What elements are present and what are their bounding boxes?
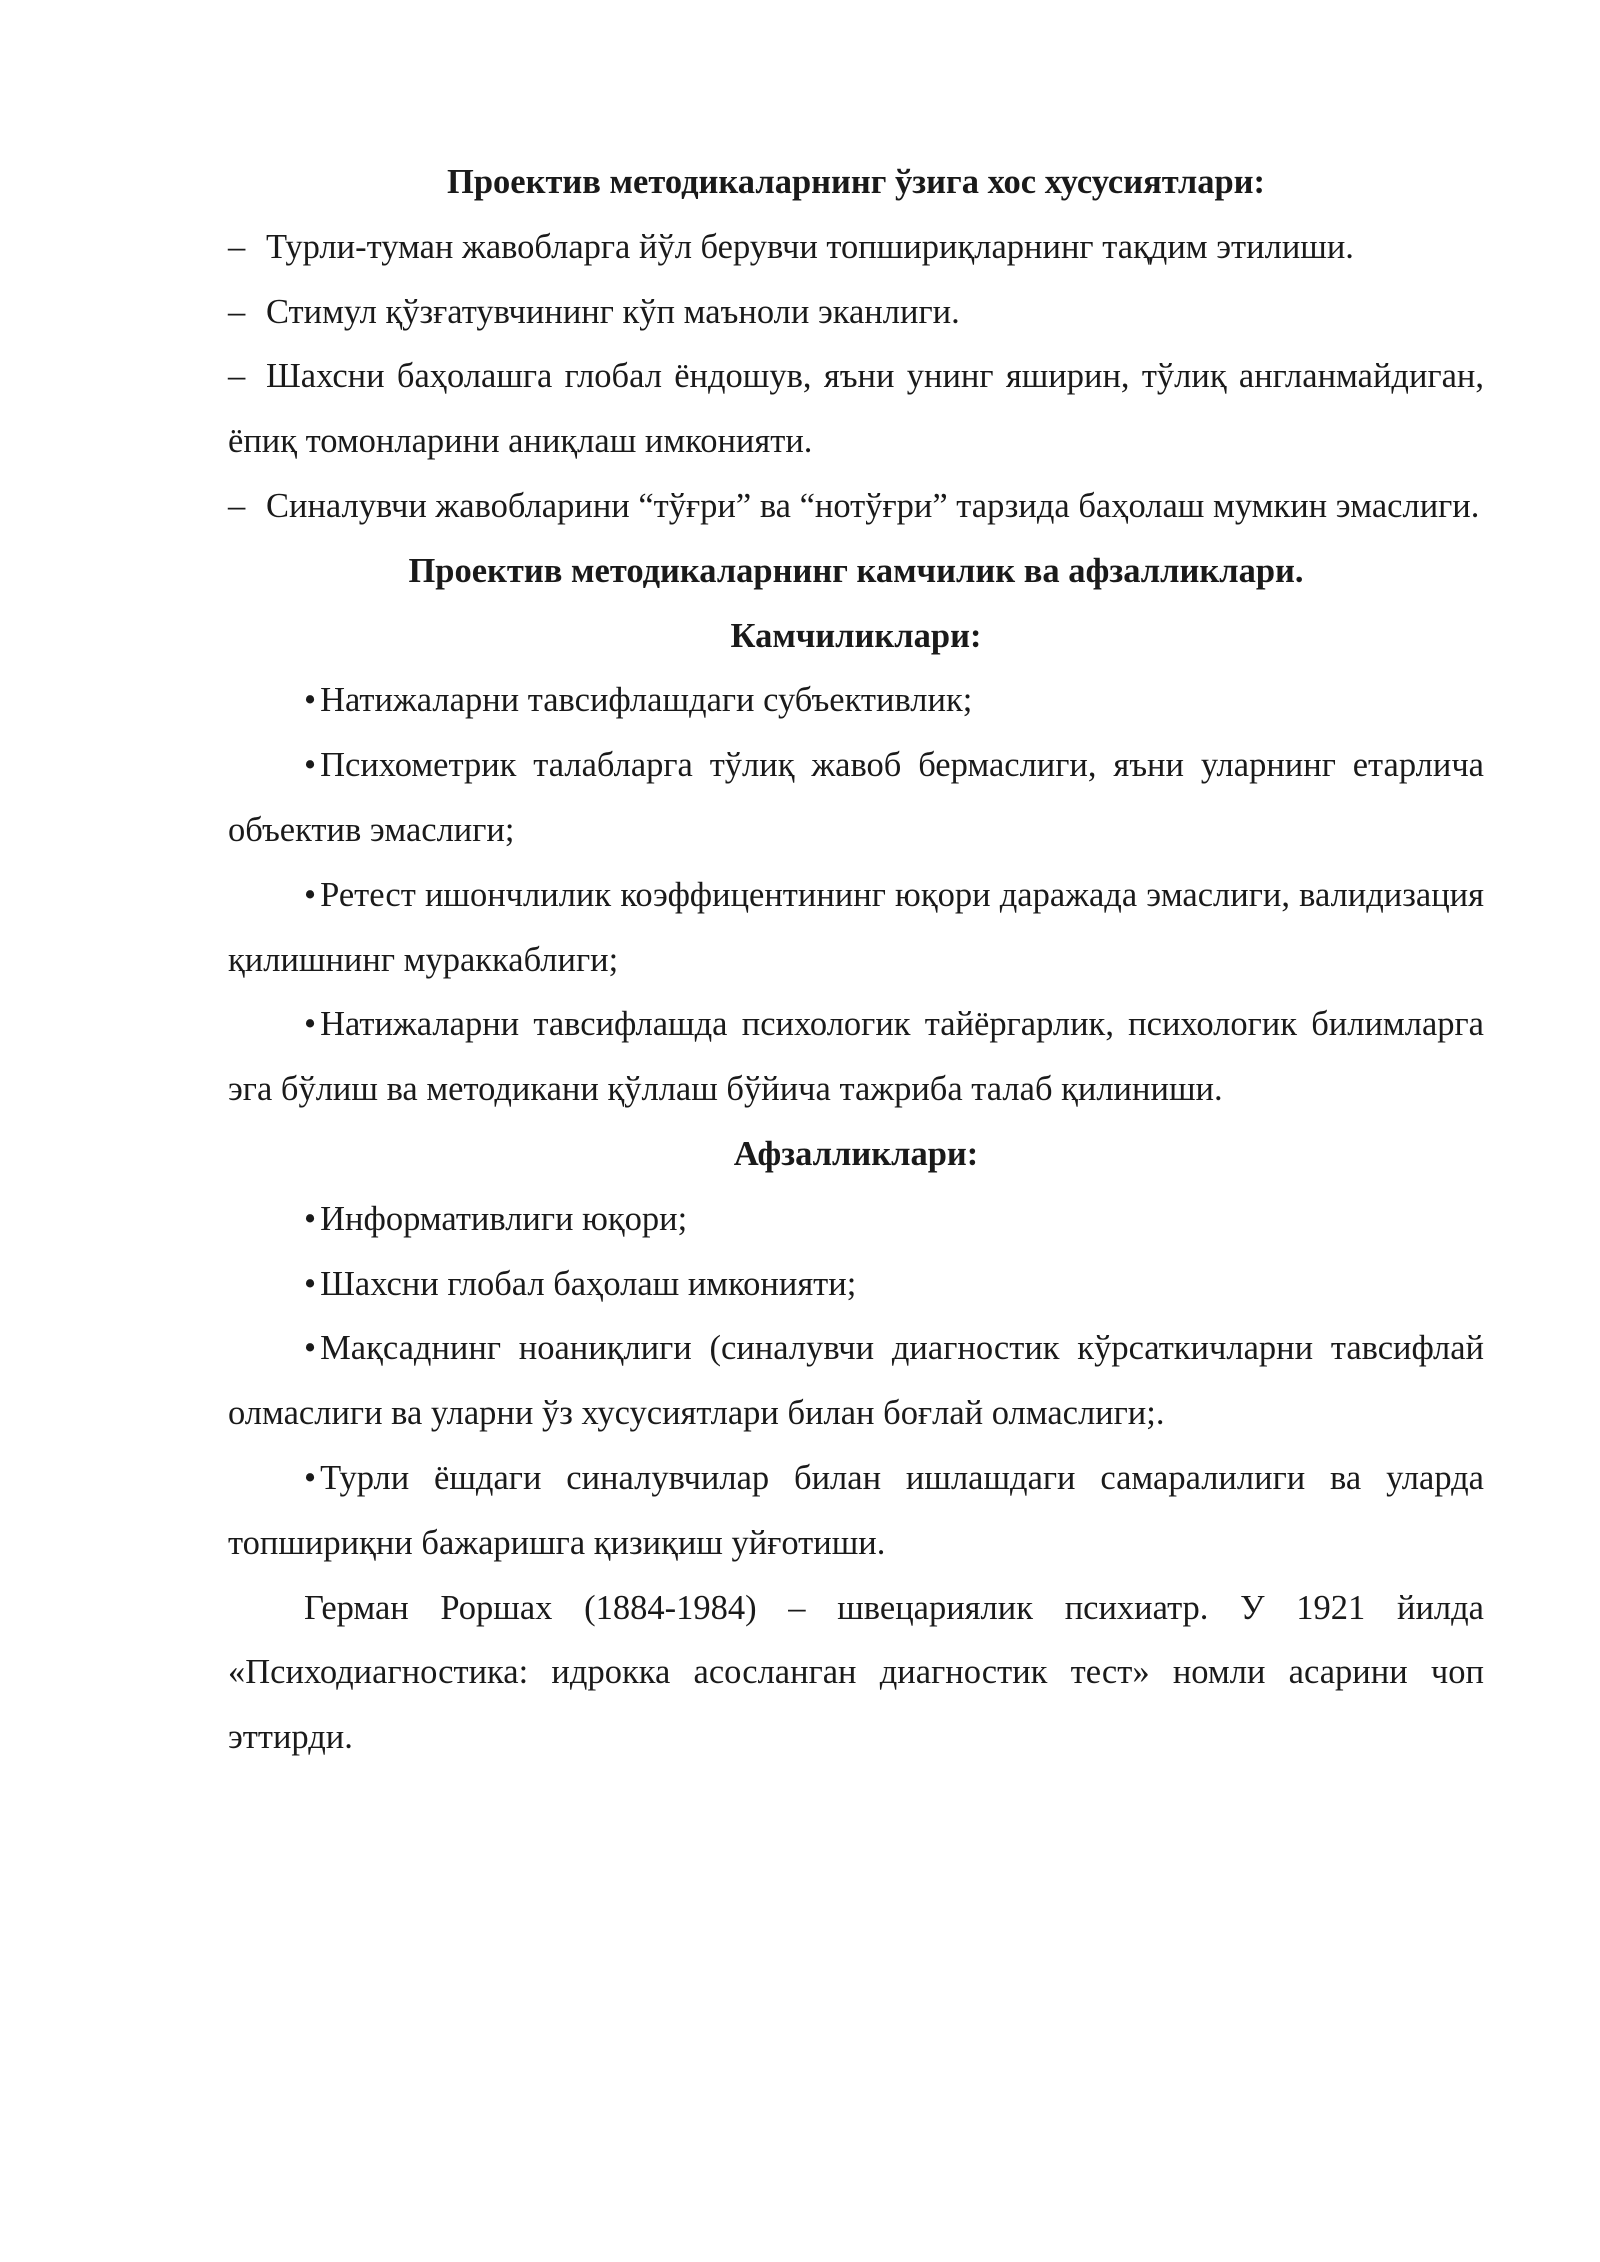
feature-item — [228, 215, 1484, 280]
bullet-marker: • — [304, 875, 317, 914]
bullet-marker: • — [304, 1264, 317, 1303]
document-page — [228, 150, 1484, 1770]
cons-text: Ретест ишончлилик коэффицентининг юқори даражада эмаслиги, валидизация қилишнинг мураккаблиги; — [228, 875, 1484, 979]
cons-text: Психометрик талабларга тўлиқ жавоб бермаслиги, яъни уларнинг етарлича объектив эмаслиги; — [228, 746, 1484, 849]
bullet-marker: • — [304, 1199, 317, 1238]
pros-text: Мақсаднинг ноаниқлиги (синалувчи диагностик кўрсаткичларни тавсифлай олмаслиги ва уларни ўз хусусиятлари билан боғлай олмаслиги;. — [228, 1329, 1484, 1433]
heading-pros-cons: Проектив методикаларнинг камчилик ва афзалликлари. — [408, 551, 1304, 590]
feature-text: Стимул қўзғатувчининг кўп маъноли эканлиги. — [266, 292, 960, 331]
pros-text: Информативлиги юқори; — [320, 1199, 688, 1238]
feature-item — [228, 280, 1484, 345]
feature-text: Синалувчи жавобларини “тўғри” ва “нотўғри” тарзида баҳолаш мумкин эмаслиги. — [266, 486, 1480, 525]
cons-item — [228, 733, 1484, 863]
pros-item — [228, 1316, 1484, 1446]
pros-item — [228, 1187, 1484, 1252]
cons-text: Натижаларни тавсифлашдаги субъективлик; — [320, 681, 973, 720]
feature-text: Турли-туман жавобларга йўл берувчи топшириқларнинг тақдим этилиши. — [266, 227, 1354, 266]
feature-text: Шахсни баҳолашга глобал ёндошув, яъни унинг яширин, тўлиқ англанмайдиган, ёпиқ томонларини аниқлаш имконияти. — [228, 357, 1484, 461]
heading-cons: Камчиликлари: — [730, 616, 982, 655]
heading-features: Проектив методикаларнинг ўзига хос хусусиятлари: — [447, 163, 1265, 201]
pros-text: Турли ёшдаги синалувчилар билан ишлашдаги самаралилиги ва уларда топшириқни бажаришга қизиқиш уйғотиши. — [228, 1458, 1484, 1562]
bullet-marker: • — [304, 681, 317, 720]
cons-item — [228, 992, 1484, 1122]
feature-item — [228, 344, 1484, 474]
bullet-marker: • — [304, 1458, 317, 1497]
pros-text: Шахсни глобал баҳолаш имконияти; — [320, 1264, 857, 1303]
heading-pros: Афзалликлари: — [733, 1134, 979, 1173]
dash-marker: – — [228, 227, 246, 266]
pros-item — [228, 1252, 1484, 1317]
bullet-marker: • — [304, 1329, 317, 1368]
closing-paragraph: Герман Роршах (1884-1984) – швецариялик психиатр. У 1921 йилда «Психодиагностика: идрокка асосланган диагностик тест» номли асарини чоп эттирди. — [228, 1588, 1484, 1757]
dash-marker: – — [228, 486, 246, 525]
bullet-marker: • — [304, 746, 317, 785]
feature-item — [228, 474, 1484, 539]
cons-text: Натижаларни тавсифлашда психологик тайёргарлик, психологик билимларга эга бўлиш ва методикани қўллаш бўйича тажриба талаб қилиниши. — [228, 1005, 1484, 1109]
dash-marker: – — [228, 357, 246, 396]
bullet-marker: • — [304, 1005, 317, 1044]
pros-item — [228, 1446, 1484, 1576]
cons-item — [228, 668, 1484, 733]
cons-item — [228, 863, 1484, 993]
dash-marker: – — [228, 292, 246, 331]
